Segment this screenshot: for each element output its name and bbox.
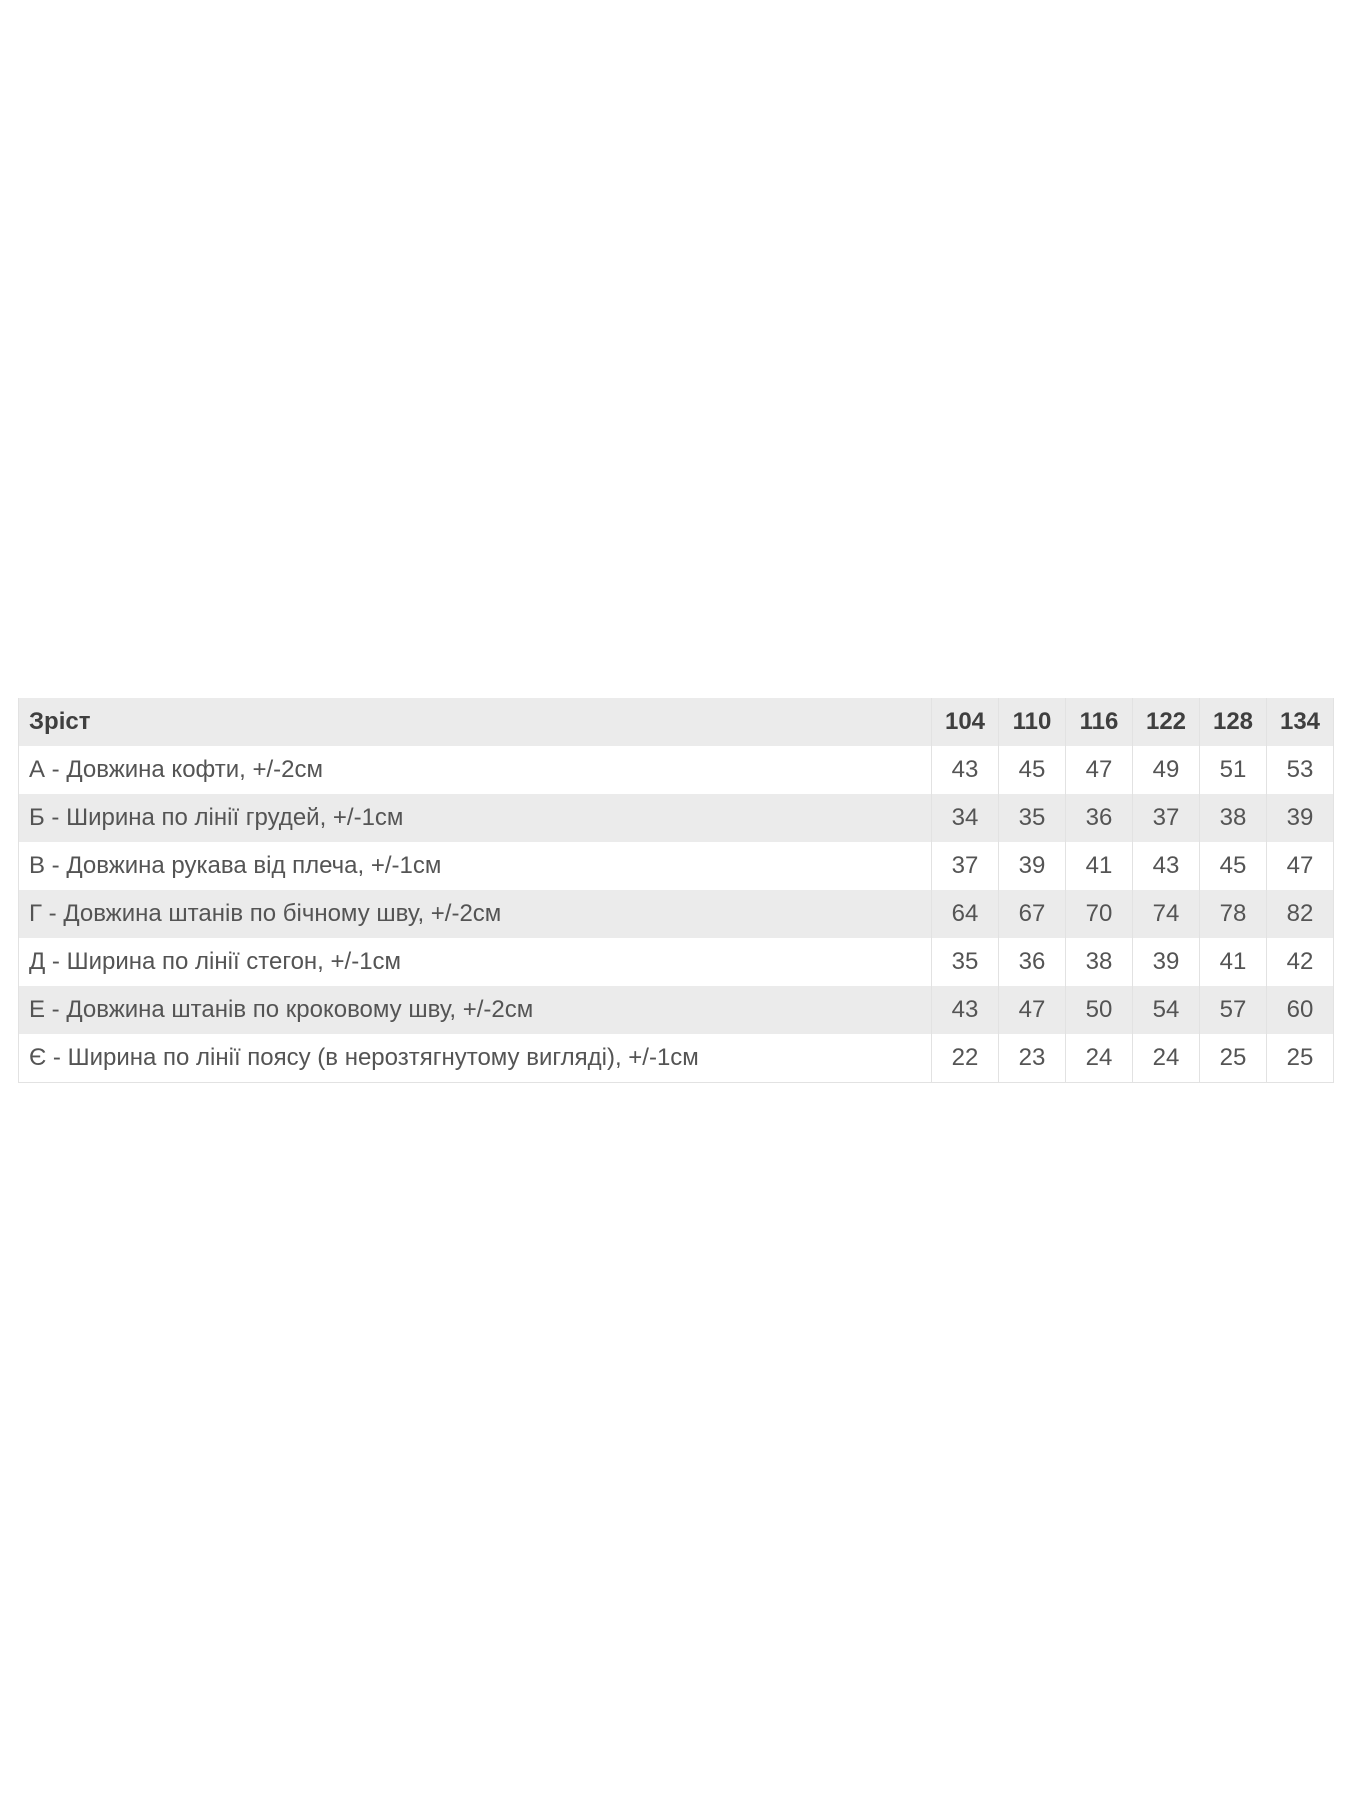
- size-value-cell: 47: [999, 986, 1066, 1034]
- size-value-cell: 25: [1267, 1034, 1334, 1083]
- table-header-row: [19, 698, 1334, 746]
- row-label: Г - Довжина штанів по бічному шву, +/-2см: [19, 890, 932, 938]
- size-value-cell: 70: [1066, 890, 1133, 938]
- size-value-cell: 39: [1133, 938, 1200, 986]
- size-column-header: 128: [1200, 698, 1267, 746]
- size-value-cell: 78: [1200, 890, 1267, 938]
- size-value-cell: 36: [1066, 794, 1133, 842]
- size-column-header: 104: [932, 698, 999, 746]
- size-value-cell: 38: [1200, 794, 1267, 842]
- row-label: Д - Ширина по лінії стегон, +/-1см: [19, 938, 932, 986]
- size-value-cell: 42: [1267, 938, 1334, 986]
- size-value-cell: 41: [1200, 938, 1267, 986]
- size-value-cell: 43: [1133, 842, 1200, 890]
- size-value-cell: 45: [999, 746, 1066, 794]
- table-row: [19, 746, 1334, 794]
- size-value-cell: 82: [1267, 890, 1334, 938]
- size-value-cell: 24: [1066, 1034, 1133, 1083]
- size-value-cell: 47: [1066, 746, 1133, 794]
- size-table-container: [18, 698, 1333, 1083]
- size-value-cell: 35: [932, 938, 999, 986]
- size-column-header: 134: [1267, 698, 1334, 746]
- size-value-cell: 49: [1133, 746, 1200, 794]
- table-row: [19, 938, 1334, 986]
- size-value-cell: 25: [1200, 1034, 1267, 1083]
- size-value-cell: 67: [999, 890, 1066, 938]
- size-column-header: 110: [999, 698, 1066, 746]
- table-row: [19, 890, 1334, 938]
- size-value-cell: 43: [932, 746, 999, 794]
- header-label: Зріст: [19, 698, 932, 746]
- row-label: Е - Довжина штанів по кроковому шву, +/-2см: [19, 986, 932, 1034]
- table-row: [19, 986, 1334, 1034]
- table-row: [19, 794, 1334, 842]
- size-value-cell: 24: [1133, 1034, 1200, 1083]
- size-value-cell: 43: [932, 986, 999, 1034]
- table-row: [19, 842, 1334, 890]
- size-value-cell: 57: [1200, 986, 1267, 1034]
- size-value-cell: 54: [1133, 986, 1200, 1034]
- row-label: А - Довжина кофти, +/-2см: [19, 746, 932, 794]
- size-value-cell: 47: [1267, 842, 1334, 890]
- size-value-cell: 41: [1066, 842, 1133, 890]
- size-value-cell: 36: [999, 938, 1066, 986]
- size-value-cell: 37: [932, 842, 999, 890]
- size-column-header: 122: [1133, 698, 1200, 746]
- row-label: Є - Ширина по лінії поясу (в нерозтягнутому вигляді), +/-1см: [19, 1034, 932, 1083]
- size-value-cell: 39: [1267, 794, 1334, 842]
- size-value-cell: 34: [932, 794, 999, 842]
- table-row: [19, 1034, 1334, 1083]
- size-value-cell: 39: [999, 842, 1066, 890]
- size-value-cell: 53: [1267, 746, 1334, 794]
- size-table: [18, 698, 1334, 1083]
- size-value-cell: 37: [1133, 794, 1200, 842]
- size-value-cell: 35: [999, 794, 1066, 842]
- size-value-cell: 38: [1066, 938, 1133, 986]
- size-value-cell: 22: [932, 1034, 999, 1083]
- size-value-cell: 23: [999, 1034, 1066, 1083]
- size-value-cell: 45: [1200, 842, 1267, 890]
- size-value-cell: 74: [1133, 890, 1200, 938]
- row-label: Б - Ширина по лінії грудей, +/-1см: [19, 794, 932, 842]
- size-column-header: 116: [1066, 698, 1133, 746]
- size-value-cell: 60: [1267, 986, 1334, 1034]
- size-value-cell: 50: [1066, 986, 1133, 1034]
- row-label: В - Довжина рукава від плеча, +/-1см: [19, 842, 932, 890]
- size-value-cell: 51: [1200, 746, 1267, 794]
- size-value-cell: 64: [932, 890, 999, 938]
